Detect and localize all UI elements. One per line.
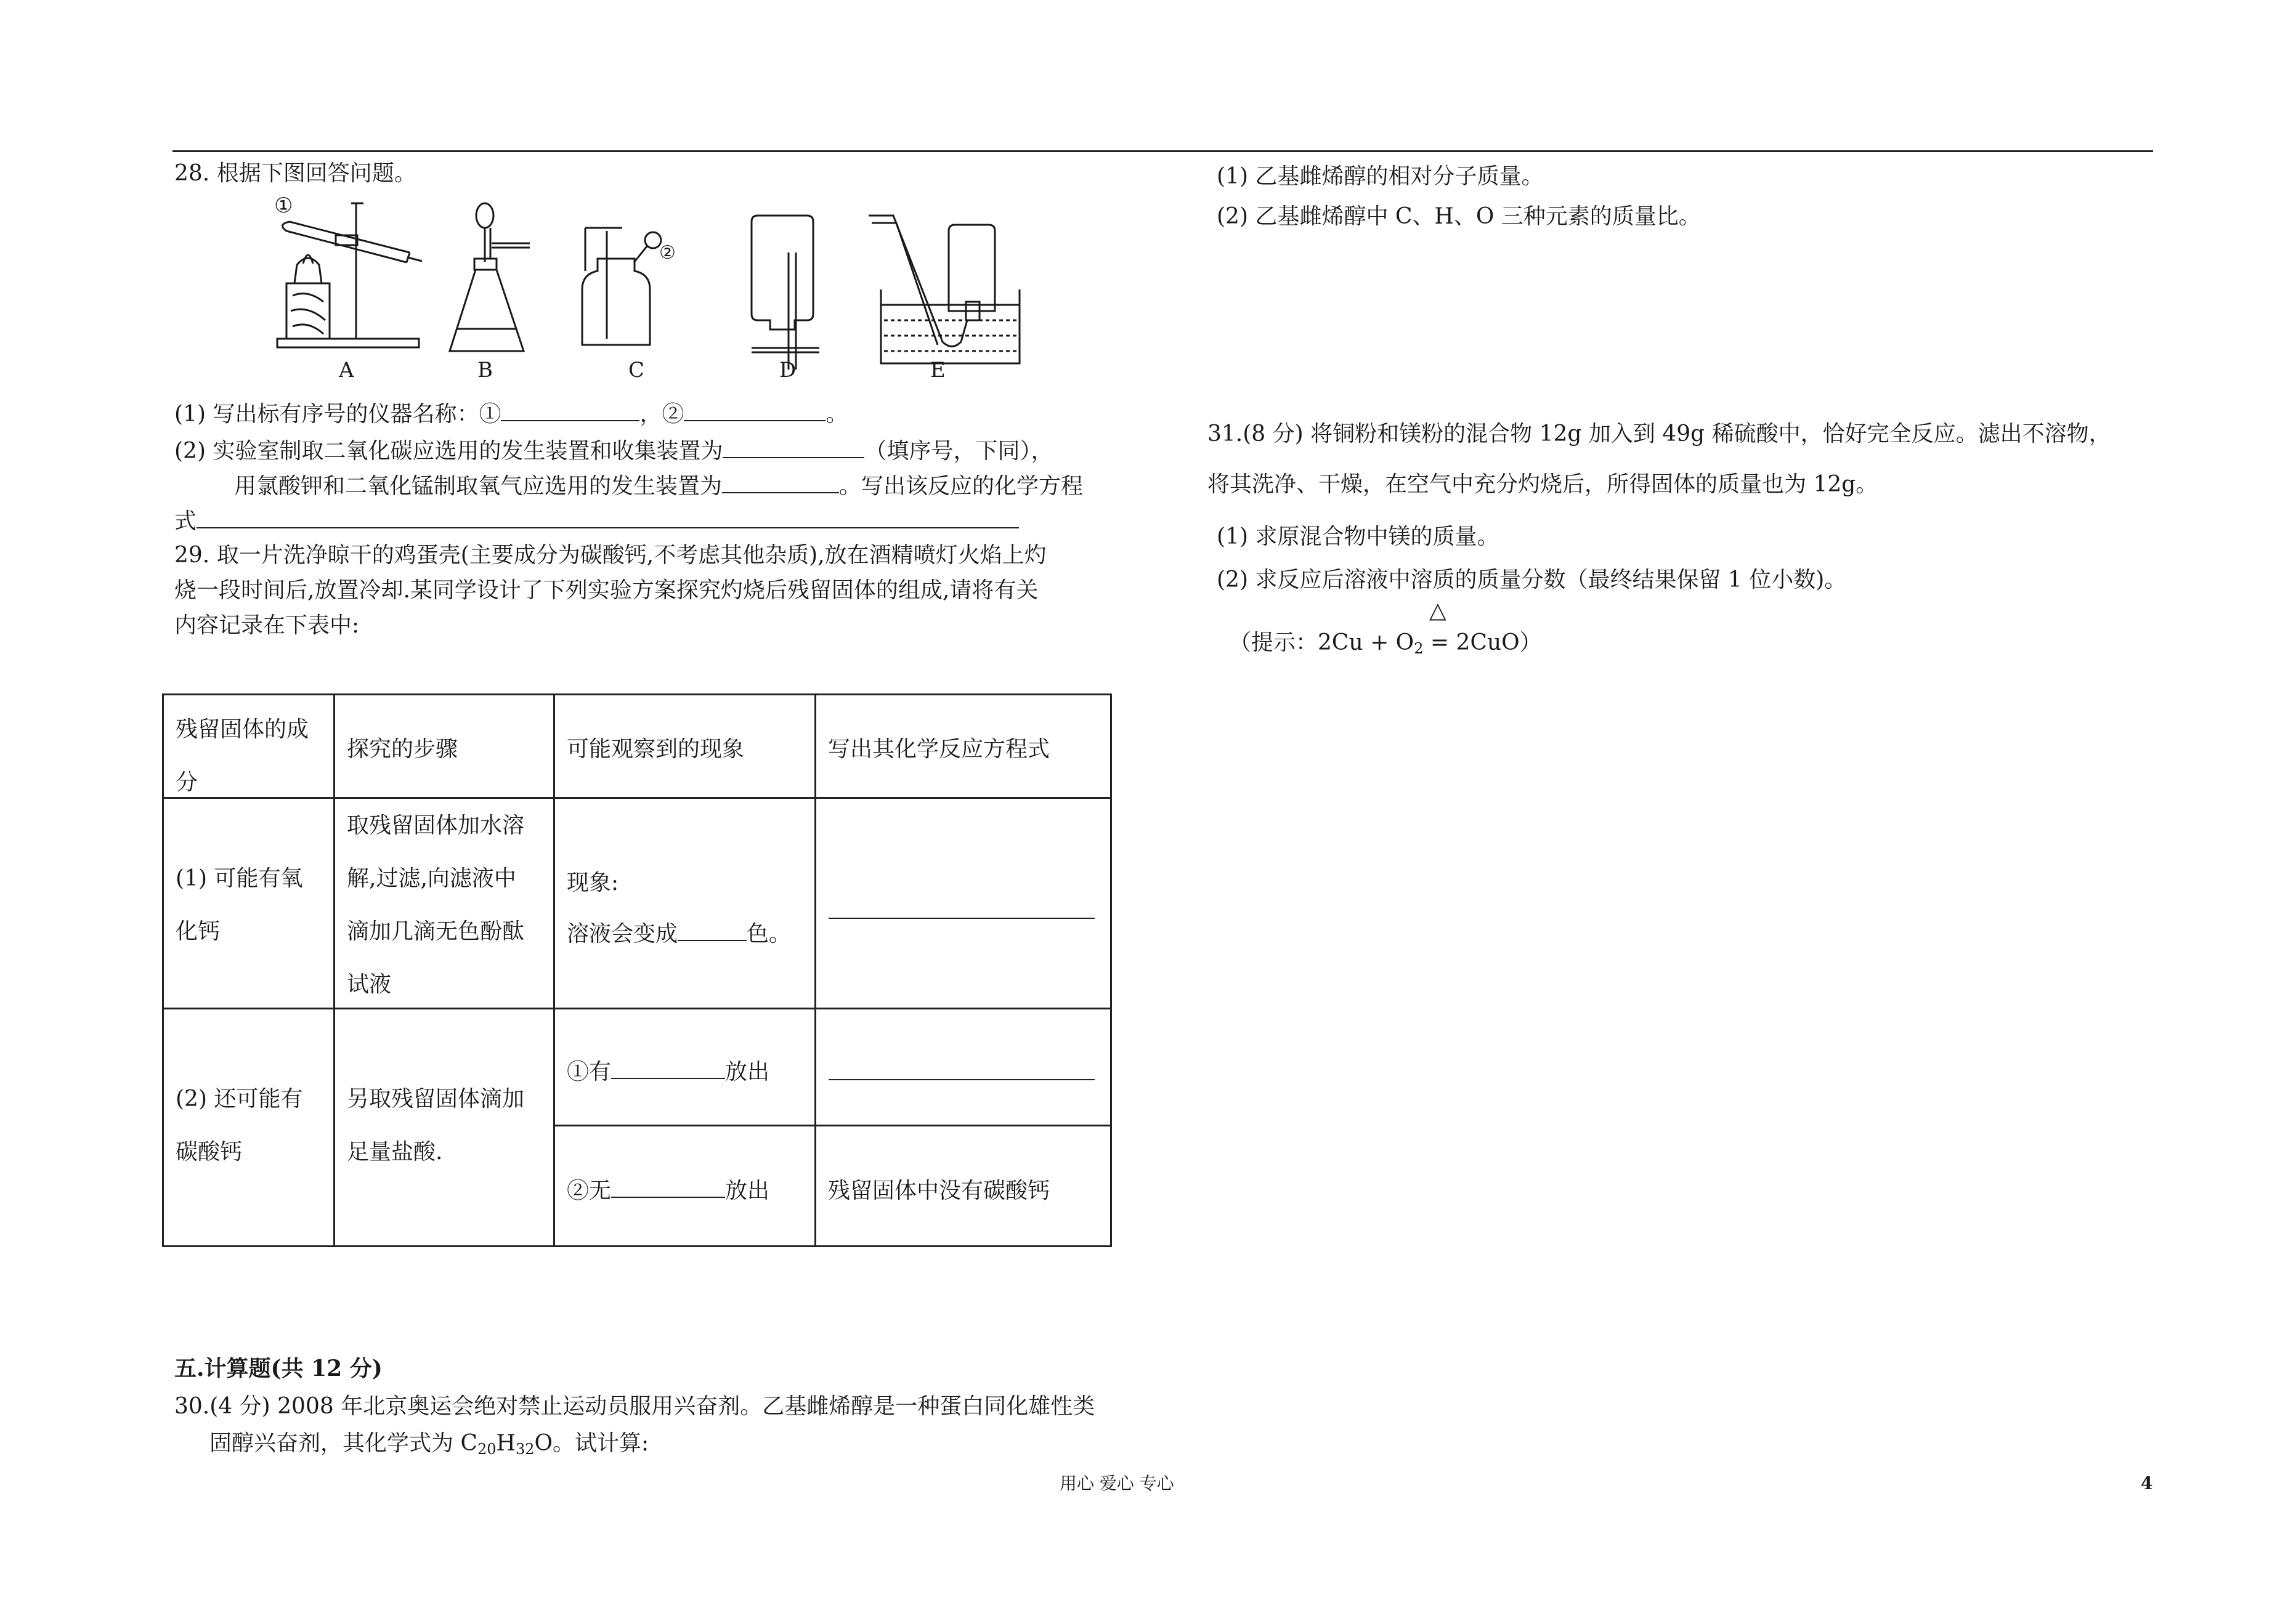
label-e: E: [930, 358, 946, 382]
q30-text: H: [496, 1431, 516, 1456]
table-divider: [333, 693, 335, 1247]
q28-title: 28. 根据下图回答问题。: [174, 161, 416, 186]
table-cell-text: 放出: [725, 1178, 770, 1203]
table-cell: 另取残留固体滴加 足量盐酸.: [347, 1086, 525, 1165]
label-b: B: [477, 358, 493, 382]
gas-blank-2[interactable]: [611, 1176, 725, 1198]
table-cell: (2) 还可能有 碳酸钙: [176, 1086, 303, 1165]
apparatus-b: [450, 203, 530, 351]
q30-subscript: 20: [477, 1441, 497, 1458]
table-cell: 取残留固体加水溶 解,过滤,向滤液中 滴加几滴无色酚酞 试液: [347, 813, 525, 997]
answer-blank-1[interactable]: [501, 399, 639, 421]
header-rule: [172, 150, 2153, 152]
table-cell: [567, 1054, 769, 1086]
hint-text: = 2CuO）: [1423, 630, 1542, 655]
table-divider: [553, 693, 555, 1247]
q28-line-3: [234, 471, 1083, 500]
table-divider: [814, 693, 816, 1247]
q28-line3-a: 用氯酸钾和二氧化锰制取氧气应选用的发生装置为: [234, 474, 723, 499]
apparatus-e: [869, 216, 1020, 363]
apparatus-d: [752, 216, 819, 370]
section-5-heading: 五.计算题(共 12 分): [174, 1356, 383, 1381]
q29-line-1: 29. 取一片洗净晾干的鸡蛋壳(主要成分为碳酸钙,不考虑其他杂质),放在酒精喷灯火焰上灼: [174, 543, 1047, 568]
marker-1: ①: [274, 197, 293, 218]
apparatus-c: [582, 228, 661, 345]
table-border-top: [162, 693, 1112, 695]
equation-blank-1[interactable]: [829, 897, 1095, 919]
q30-text: 固醇兴奋剂，其化学式为 C: [209, 1431, 477, 1456]
table-cell-text: 溶液会变成: [567, 921, 678, 947]
apparatus-a: [277, 203, 422, 347]
q31-line-2: 将其洗净、干燥，在空气中充分灼烧后，所得固体的质量也为 12g。: [1207, 472, 1878, 497]
q29-line-3: 内容记录在下表中:: [174, 613, 360, 638]
q28-line1-a: (1) 写出标有序号的仪器名称：①: [174, 402, 501, 427]
color-blank[interactable]: [678, 919, 747, 941]
q30-line-2: [209, 1430, 649, 1457]
equation-blank-2[interactable]: [829, 1058, 1095, 1080]
answer-blank-4[interactable]: [722, 471, 839, 493]
page-number: 4: [2141, 1473, 2153, 1494]
q28-line-2: [174, 436, 1053, 465]
table-cell: (1) 可能有氧 化钙: [176, 866, 303, 944]
table-cell: 残留固体中没有碳酸钙: [828, 1178, 1050, 1203]
hint-subscript: 2: [1414, 640, 1424, 657]
table-cell-text: 放出: [725, 1059, 770, 1085]
q31-part-2: (2) 求反应后溶液中溶质的质量分数（最终结果保留 1 位小数)。: [1217, 567, 1847, 592]
q28-line4-a: 式: [174, 509, 197, 534]
gas-blank-1[interactable]: [611, 1057, 725, 1079]
q29-line-2: 烧一段时间后,放置冷却.某同学设计了下列实验方案探究灼烧后残留固体的组成,请将有关: [174, 578, 1039, 603]
q28-line-4: [174, 506, 1019, 535]
table-cell-text: ②无: [567, 1178, 612, 1203]
answer-blank-2[interactable]: [684, 399, 826, 421]
label-a: A: [339, 358, 354, 382]
table-cell: [567, 916, 791, 948]
table-header: 探究的步骤: [347, 737, 458, 762]
footer-motto: 用心 爱心 专心: [1060, 1473, 1174, 1494]
hint-text: （提示：2Cu + O: [1229, 630, 1414, 655]
q30-text: O。试计算:: [534, 1431, 649, 1456]
q28-line1-c: 。: [826, 402, 848, 427]
table-cell-text: 色。: [747, 921, 792, 947]
label-c: C: [628, 358, 645, 382]
table-cell-text: ①有: [567, 1059, 612, 1085]
q28-line3-b: 。写出该反应的化学方程: [839, 474, 1084, 499]
table-cell: [567, 1173, 769, 1205]
table-divider: [553, 1125, 1112, 1126]
q31-hint: [1229, 629, 1542, 657]
q30-subscript: 32: [515, 1441, 535, 1458]
table-border-bottom: [162, 1245, 1112, 1247]
table-header: 可能观察到的现象: [567, 737, 745, 762]
label-d: D: [779, 358, 797, 382]
heat-triangle: △: [1429, 598, 1446, 623]
table-cell: 现象:: [567, 870, 619, 895]
q31-part-1: (1) 求原混合物中镁的质量。: [1217, 524, 1499, 549]
q30-part-1: (1) 乙基雌烯醇的相对分子质量。: [1217, 164, 1544, 189]
q28-line-1: [174, 399, 848, 428]
table-border-left: [162, 693, 164, 1247]
apparatus-figure: [265, 197, 1041, 382]
table-border-right: [1110, 693, 1112, 1247]
q28-line2-b: （填序号，下同），: [864, 439, 1053, 464]
q30-part-2: (2) 乙基雌烯醇中 C、H、O 三种元素的质量比。: [1217, 204, 1701, 229]
answer-blank-equation[interactable]: [197, 506, 1019, 528]
answer-blank-3[interactable]: [723, 436, 864, 458]
q28-line1-b: ，②: [639, 402, 684, 427]
q28-line2-a: (2) 实验室制取二氧化碳应选用的发生装置和收集装置为: [174, 439, 723, 464]
q30-line-1: 30.(4 分) 2008 年北京奥运会绝对禁止运动员服用兴奋剂。乙基雌烯醇是一种蛋白同化雄性类: [174, 1394, 1095, 1419]
q31-line-1: 31.(8 分) 将铜粉和镁粉的混合物 12g 加入到 49g 稀硫酸中，恰好完全反应。滤出不溶物，: [1207, 421, 2111, 447]
table-divider: [162, 1008, 1112, 1009]
table-header: 残留固体的成 分: [176, 717, 309, 795]
table-header: 写出其化学反应方程式: [828, 737, 1050, 762]
marker-2: ②: [659, 242, 676, 264]
